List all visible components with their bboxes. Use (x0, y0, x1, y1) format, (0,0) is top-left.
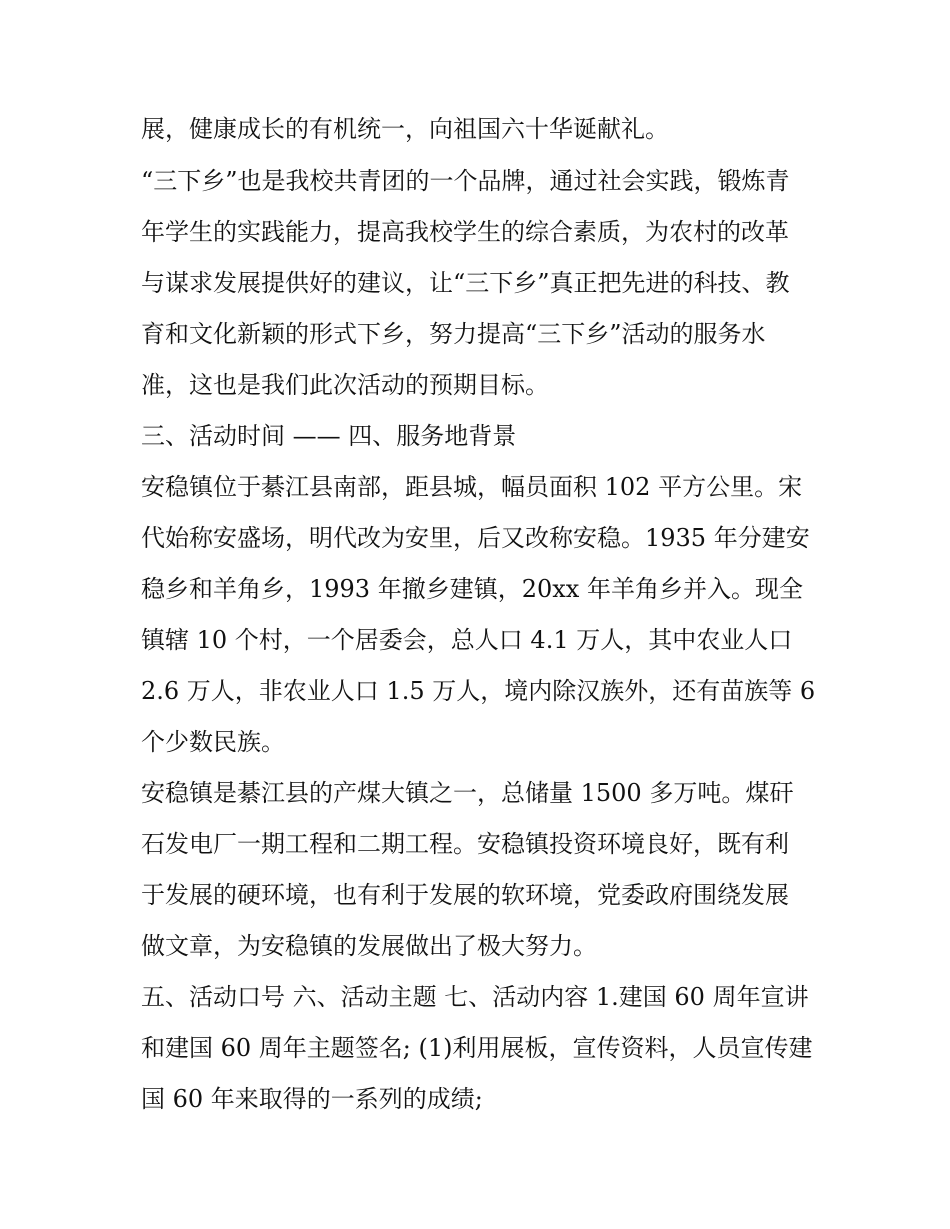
text-line: “三下乡”也是我校共青团的一个品牌，通过社会实践，锻炼青 (141, 167, 790, 195)
text-line: 镇辖 10 个村，一个居委会，总人口 4.1 万人，其中农业人口 (141, 626, 793, 654)
text-line: 国 60 年来取得的一系列的成绩; (141, 1085, 483, 1113)
text-line: 与谋求发展提供好的建议，让“三下乡”真正把先进的科技、教 (141, 269, 790, 297)
text-line: 安稳镇是綦江县的产煤大镇之一，总储量 1500 多万吨。煤矸 (141, 779, 794, 807)
text-line: 安稳镇位于綦江县南部，距县城，幅员面积 102 平方公里。宋 (141, 473, 803, 501)
section-heading: 五、活动口号 六、活动主题 七、活动内容 1.建国 60 周年宣讲 (141, 983, 809, 1011)
text-line: 个少数民族。 (141, 728, 285, 756)
text-line: 准，这也是我们此次活动的预期目标。 (141, 371, 549, 399)
text-line: 年学生的实践能力，提高我校学生的综合素质，为农村的改革 (141, 218, 789, 246)
text-line: 育和文化新颖的形式下乡，努力提高“三下乡”活动的服务水 (141, 320, 766, 348)
text-line: 代始称安盛场，明代改为安里，后又改称安稳。1935 年分建安 (141, 524, 810, 552)
text-line: 和建国 60 周年主题签名; (1)利用展板，宣传资料，人员宣传建 (141, 1034, 813, 1062)
section-heading: 三、活动时间 —— 四、服务地背景 (141, 422, 517, 450)
text-line: 做文章，为安稳镇的发展做出了极大努力。 (141, 932, 597, 960)
text-line: 展，健康成长的有机统一，向祖国六十华诞献礼。 (141, 115, 669, 143)
text-line: 于发展的硬环境，也有利于发展的软环境，党委政府围绕发展 (141, 881, 789, 909)
text-line: 2.6 万人，非农业人口 1.5 万人，境内除汉族外，还有苗族等 6 (141, 677, 816, 705)
text-line: 石发电厂一期工程和二期工程。安稳镇投资环境良好，既有利 (141, 830, 789, 858)
text-line: 稳乡和羊角乡，1993 年撤乡建镇，20xx 年羊角乡并入。现全 (141, 575, 803, 603)
